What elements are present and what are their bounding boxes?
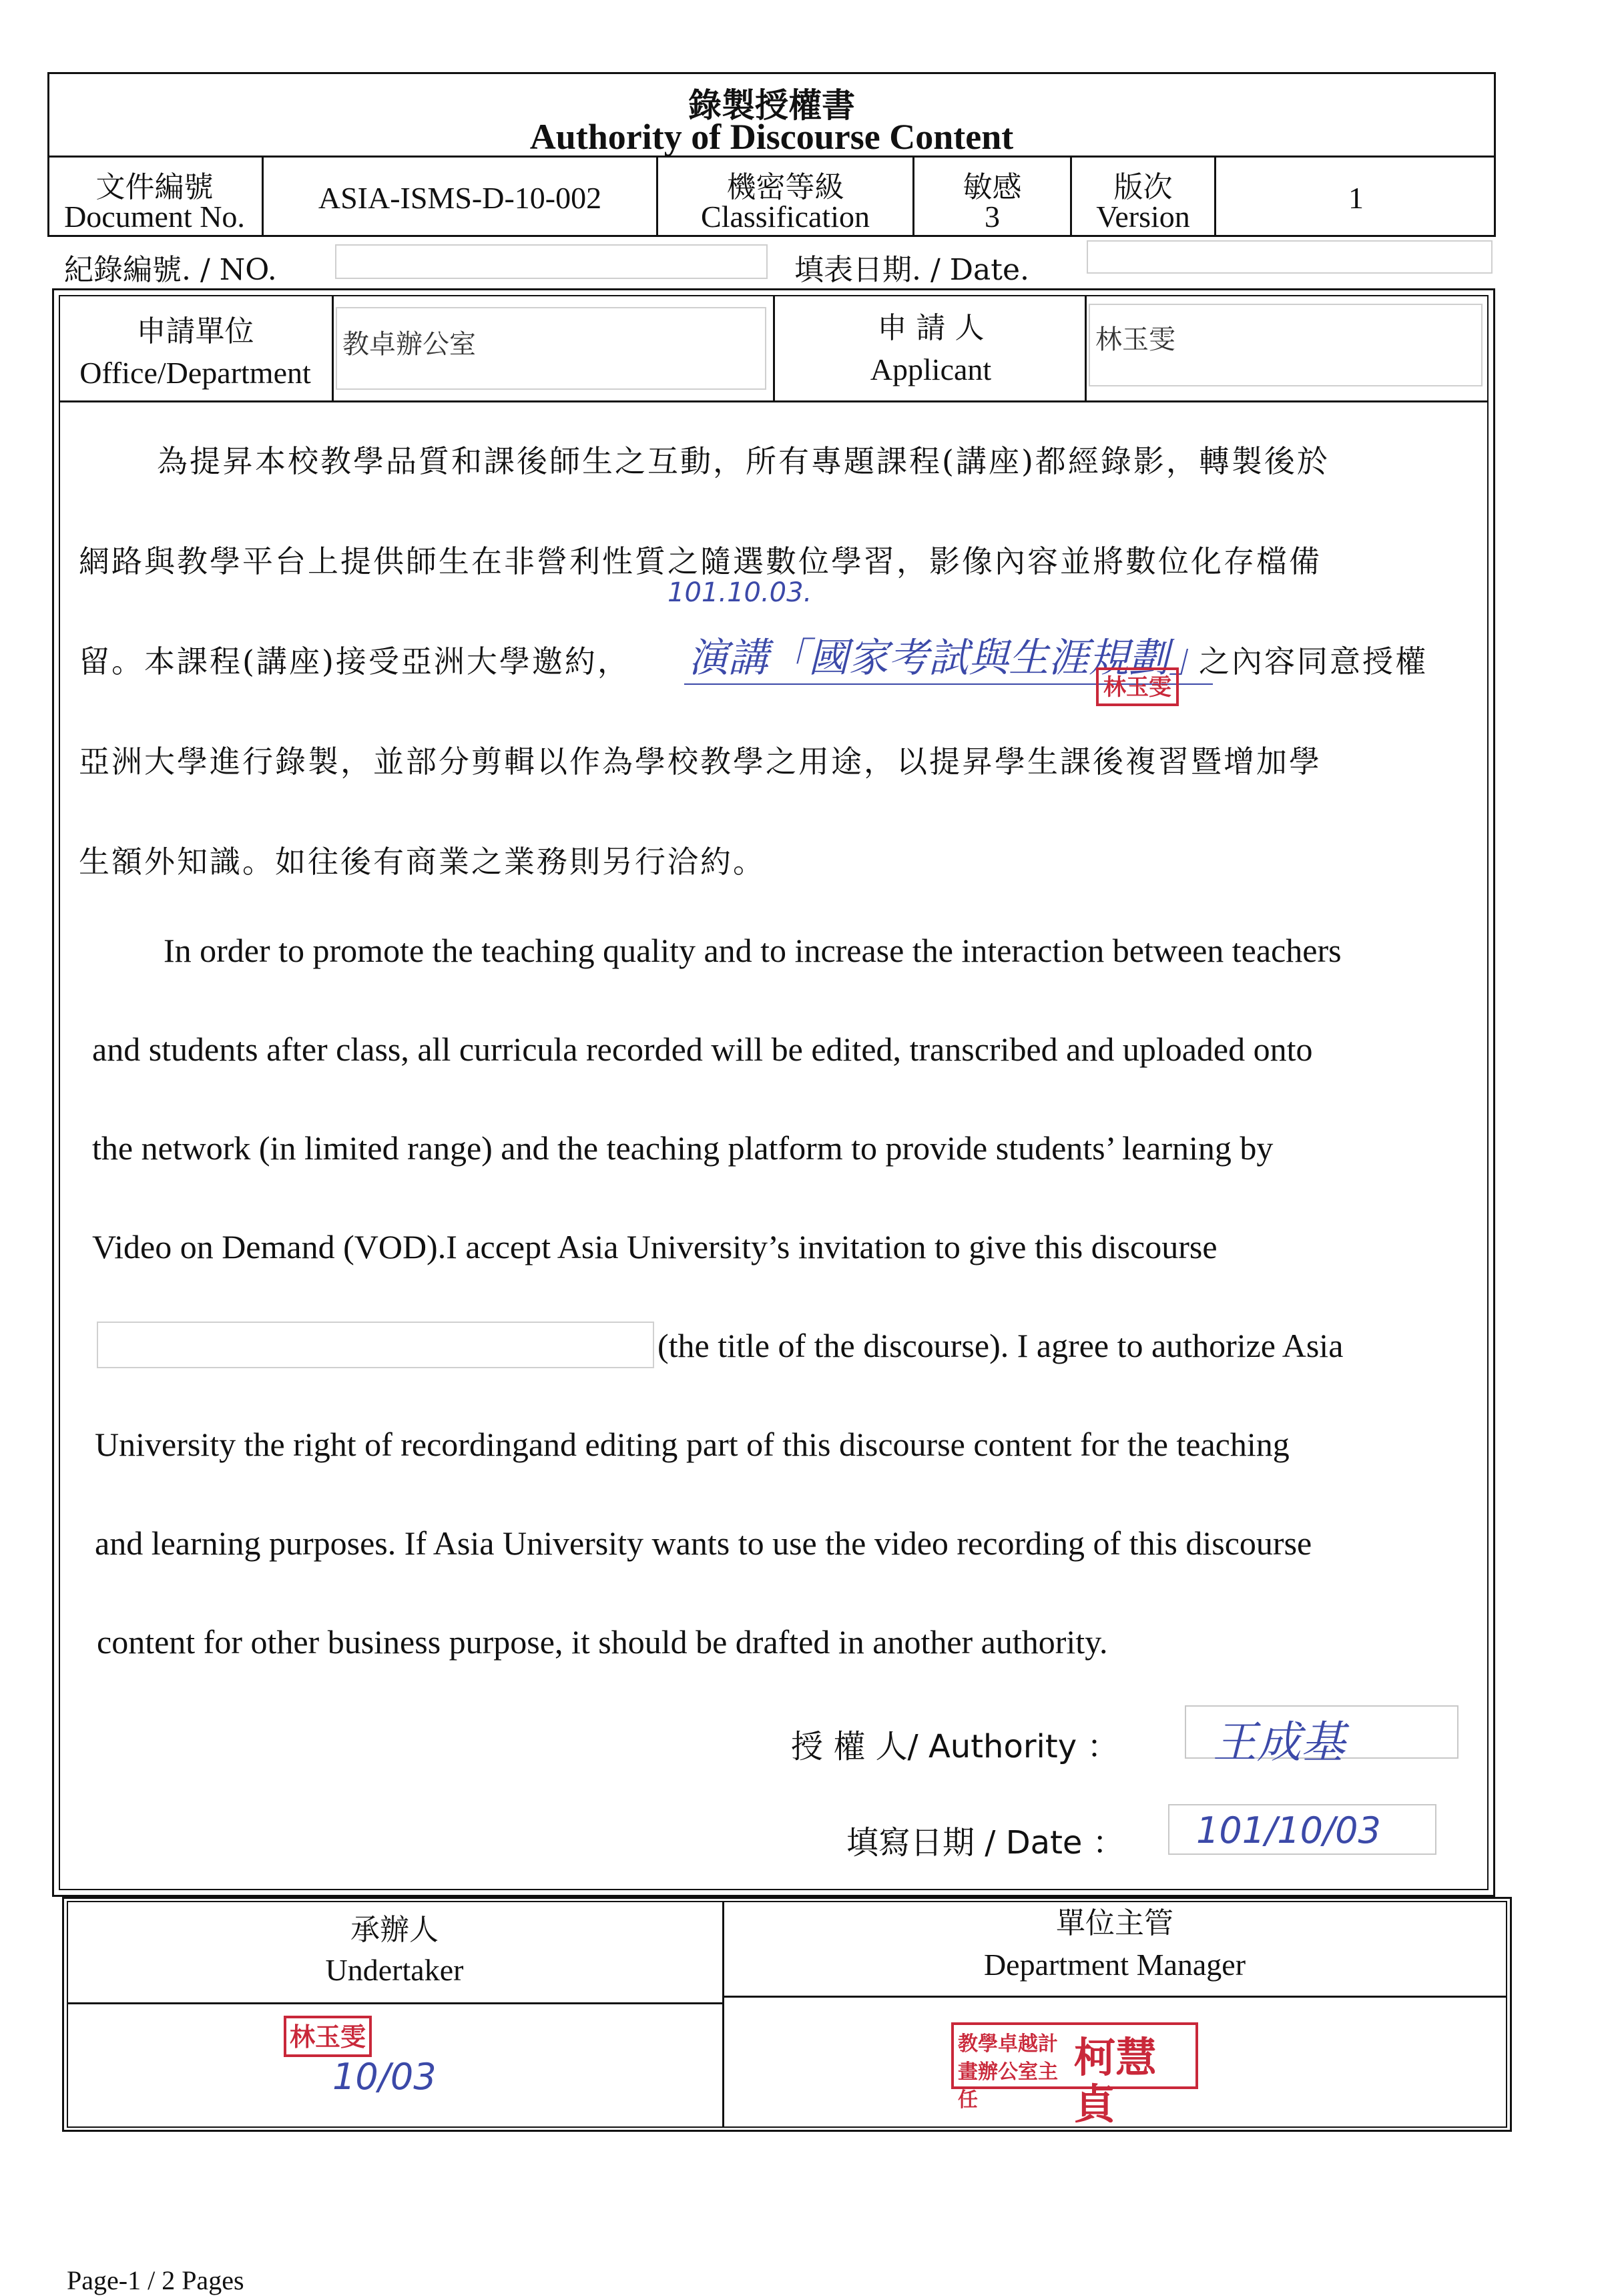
title-cn: 錄製授權書 [688,85,855,125]
version-label-cell [1072,158,1216,237]
applicant-field[interactable] [1089,304,1483,386]
body-en-line-8: content for other business purpose, it should be drafted in another authority. [97,1623,1108,1661]
authority-signature: 王成基 [1213,1717,1345,1768]
body-cn-line-1: 為提昇本校教學品質和課後師生之互動，所有專題課程(講座)都經錄影，轉製後於 [157,443,1330,479]
office-field[interactable] [336,307,766,390]
document-no-cell [264,158,658,237]
applicant-divider-1 [332,295,334,400]
office-label-en: Office/Department [79,356,311,390]
version-label-cn: 版次 [1113,170,1173,204]
handwritten-discourse-title: 演講「國家考試與生涯規劃」 [684,626,1213,685]
version-label-en: Version [1096,200,1190,234]
applicant-divider-2 [773,295,775,400]
fill-date-field[interactable] [1087,240,1493,274]
document-no-label-en: Document No. [64,200,245,234]
approval-divider-left [67,2002,722,2004]
version-value-cell [1216,158,1496,237]
body-en-line-3: the network (in limited range) and the teaching platform to provide students’ learning by [92,1129,1274,1167]
applicant-label-cn: 申 請 人 [877,311,985,345]
authority-label: 授 權 人/ Authority ： [791,1728,1119,1765]
discourse-title-field[interactable] [97,1322,654,1368]
undertaker-label-en: Undertaker [325,1953,464,1987]
body-cn-line-4: 亞洲大學進行錄製，並部分剪輯以作為學校教學之用途，以提昇學生課後複習暨增加學 [79,744,1322,780]
document-no-value: ASIA-ISMS-D-10-002 [318,181,602,215]
authority-date-value: 101/10/03 [1196,1809,1381,1851]
authority-date-field[interactable] [1168,1804,1436,1855]
body-en-line-2: and students after class, all curricula recorded will be edited, transcribed and uploaded onto [92,1031,1313,1068]
applicant-seal-inline-text: 林玉雯 [1103,674,1171,701]
sensitivity-label-cn: 敏感 [963,170,1022,204]
body-cn-line-3-pre: 留。本課程(講座)接受亞洲大學邀約， [79,643,630,679]
page-number: Page-1 / 2 Pages [67,2265,244,2295]
document-no-label-cn: 文件編號 [95,170,214,204]
authority-date-label: 填寫日期 / Date ： [846,1824,1125,1861]
manager-label-en: Department Manager [983,1948,1246,1982]
manager-stamp [951,2022,1198,2128]
office-value: 教卓辦公室 [342,329,476,360]
handwritten-date-note: 101.10.03. [667,577,812,608]
fill-date-label: 填表日期. / Date. [794,253,1029,287]
classification-label-en: Classification [701,200,870,234]
body-en-line-7: and learning purposes. If Asia University wants to use the video recording of this discourse [95,1524,1312,1562]
applicant-label-en: Applicant [870,352,992,386]
authority-signature-field[interactable] [1185,1705,1458,1768]
applicant-row-divider [59,400,1489,402]
classification-label-cn: 機密等級 [726,170,844,204]
applicant-divider-3 [1085,295,1087,400]
version-value: 1 [1348,181,1364,215]
manager-stamp-title: 教學卓越計畫辦公室主任 [958,2032,1058,2112]
applicant-value: 林玉雯 [1095,324,1175,355]
body-en-line-1: In order to promote the teaching quality and to increase the interaction between teachers [164,932,1342,969]
body-cn-line-5: 生額外知識。如往後有商業之業務則另行洽約。 [79,844,766,880]
record-no-label: 紀錄編號. / NO. [64,253,277,287]
body-en-line-5: (the title of the discourse). I agree to authorize Asia [657,1327,1344,1364]
body-en-line-4: Video on Demand (VOD).I accept Asia University’s invitation to give this discourse [92,1228,1218,1265]
sensitivity-value: 3 [985,200,1000,234]
approval-divider-right [722,1996,1507,1998]
body-cn-line-2: 網路與教學平台上提供師生在非營利性質之隨選數位學習，影像內容並將數位化存檔備 [79,543,1322,579]
undertaker-date: 10/03 [332,2056,437,2098]
manager-label-cn: 單位主管 [1056,1906,1173,1940]
manager-stamp-name: 柯慧貞 [1074,2033,1157,2128]
record-no-field[interactable] [335,244,768,279]
office-label-cn: 申請單位 [136,314,254,348]
title-en: Authority of Discourse Content [529,117,1014,157]
undertaker-stamp [284,2016,372,2057]
classification-cell [658,158,914,237]
body-cn-line-3-post: 之內容同意授權 [1199,643,1428,679]
undertaker-stamp-text: 林玉雯 [289,2022,366,2052]
document-title [47,72,1496,158]
sensitivity-cell [914,158,1072,237]
body-en-line-6: University the right of recordingand editing part of this discourse content for the teaching [95,1426,1290,1463]
document-no-label-cell [47,158,264,237]
undertaker-label-cn: 承辦人 [350,1913,439,1947]
applicant-seal-inline [1096,667,1179,706]
